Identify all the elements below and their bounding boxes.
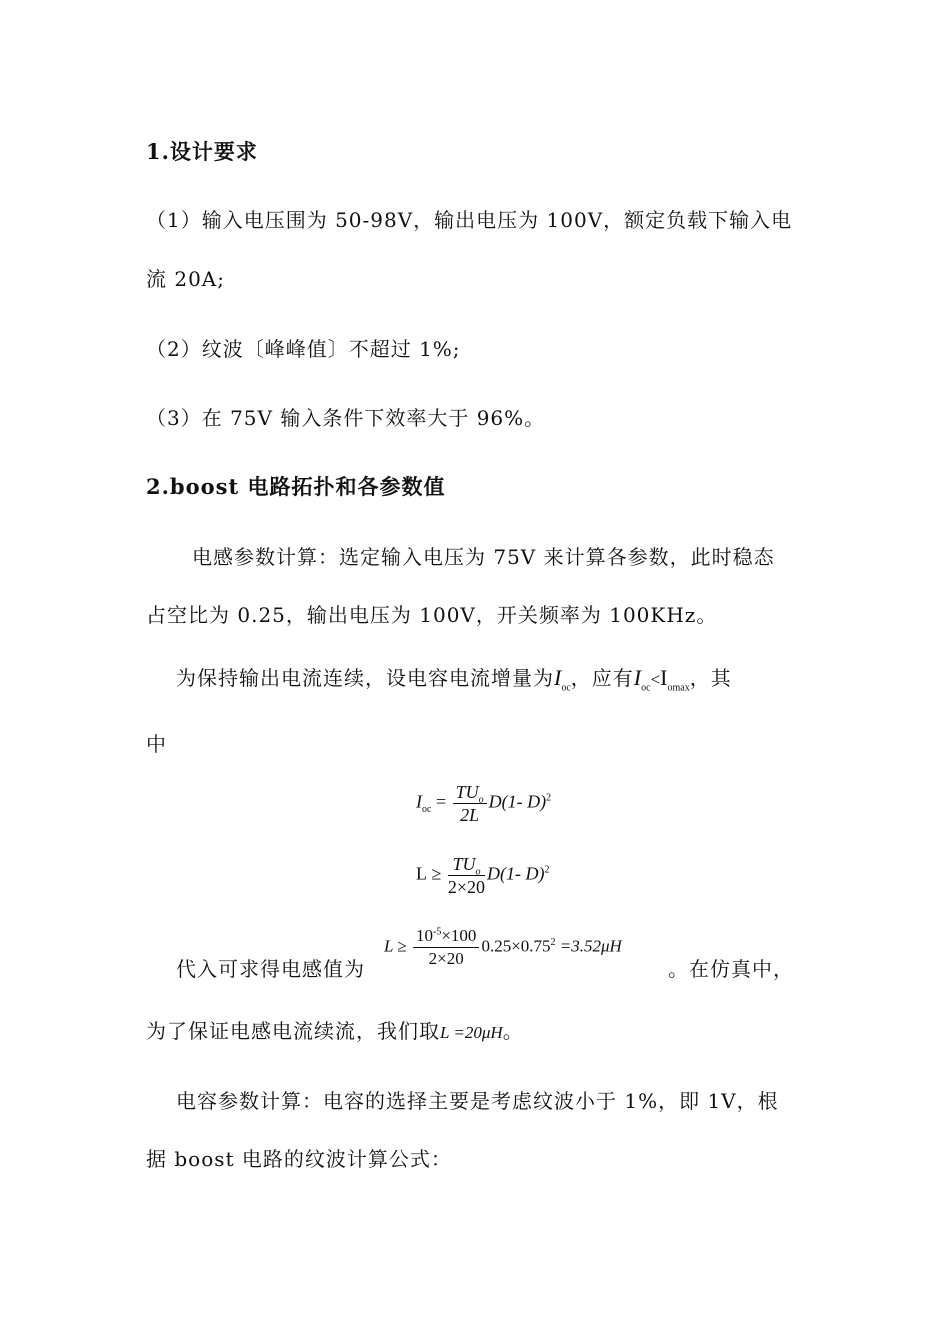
- f2-o-sub: o: [475, 866, 481, 878]
- f1-numerator: [453, 781, 487, 804]
- f3-square: 2: [550, 936, 556, 948]
- choose-l-text: 为了保证电感电流续流，我们取: [146, 1019, 440, 1043]
- requirement-2: （2）纹波〔峰峰值〕不超过 1%;: [146, 337, 461, 361]
- requirement-3: （3）在 75V 输入条件下效率大于 96%。: [146, 406, 546, 430]
- section2-heading: 2.boost 电路拓扑和各参数值: [146, 474, 446, 499]
- f1-tu: TU: [455, 782, 479, 802]
- f3-fraction: [413, 925, 479, 970]
- continuity-text-c: ，其: [689, 666, 732, 690]
- capacitor-paragraph-line1: 电容参数计算：电容的选择主要是考虑纹波小于 1%，即 1V，根: [176, 1089, 779, 1113]
- f3-geq: ≥: [397, 936, 407, 956]
- f2-d-term: D(1- D): [487, 863, 545, 884]
- inequality-expression: [633, 665, 690, 694]
- section1-heading: 1.设计要求: [146, 139, 258, 164]
- inductance-value-text-a: 代入可求得电感值为: [176, 957, 365, 981]
- f2-l: L: [416, 863, 427, 884]
- inductance-value-formula: [384, 925, 622, 970]
- l-inequality-formula: [416, 853, 550, 898]
- f3-product: 0.25×0.75: [481, 936, 551, 956]
- f2-denominator: 2×20: [447, 877, 486, 897]
- choose-l-paragraph: [146, 1017, 524, 1047]
- ineq-oc-sub: oc: [641, 682, 651, 694]
- f1-o-sub: o: [478, 794, 484, 806]
- continuity-paragraph-line1: [176, 664, 732, 694]
- continuity-paragraph-line2: 中: [146, 732, 167, 756]
- ineq-omax-sub: omax: [667, 682, 690, 694]
- f1-oc: oc: [422, 804, 432, 816]
- capacitor-paragraph-line2: 据 boost 电路的纹波计算公式：: [146, 1147, 452, 1171]
- f2-geq: ≥: [431, 863, 442, 884]
- f1-square: 2: [546, 792, 552, 804]
- f2-fraction: [448, 853, 485, 898]
- f3-exponent: -5: [433, 926, 442, 938]
- inductor-paragraph-line1: 电感参数计算：选定输入电压为 75V 来计算各参数，此时稳态: [192, 545, 775, 569]
- f2-square: 2: [544, 864, 550, 876]
- f2-tu: TU: [452, 854, 476, 874]
- f1-i: I: [416, 791, 422, 812]
- f1-denominator: 2L: [460, 805, 480, 825]
- ioc-sub: oc: [561, 682, 571, 694]
- f3-times-100: ×100: [441, 926, 477, 945]
- f3-ten: 10: [416, 926, 433, 945]
- f3-numerator: [413, 925, 479, 948]
- ineq-i: I: [633, 665, 642, 690]
- ioc-formula: [416, 781, 551, 826]
- inductor-paragraph-line2: 占空比为 0.25，输出电压为 100V，开关频率为 100KHz。: [146, 603, 718, 627]
- f1-fraction: [453, 781, 487, 826]
- f3-l: L: [384, 936, 394, 956]
- choose-l-period: 。: [502, 1019, 524, 1043]
- requirement-1-line1: （1）输入电压围为 50-98V，输出电压为 100V，额定负载下输入电: [146, 208, 793, 232]
- ioc-i: I: [554, 665, 562, 690]
- continuity-text-b: ，应有: [570, 666, 634, 690]
- f3-result: =3.52μH: [559, 936, 622, 956]
- f3-denominator: 2×20: [428, 949, 464, 968]
- inductance-value-text-b: 。在仿真中，: [668, 957, 794, 981]
- continuity-text-a: 为保持输出电流连续，设电容电流增量为: [176, 666, 554, 690]
- f2-numerator: [448, 853, 485, 876]
- ioc-symbol: [554, 665, 571, 694]
- f1-d-term: D(1- D): [488, 791, 547, 812]
- requirement-1-line2: 流 20A;: [146, 267, 225, 291]
- f1-eq: =: [435, 791, 447, 812]
- l-chosen-value: L =20μH: [440, 1023, 503, 1042]
- ineq-lt: <: [650, 670, 661, 689]
- ineq-i-upright: I: [660, 665, 668, 690]
